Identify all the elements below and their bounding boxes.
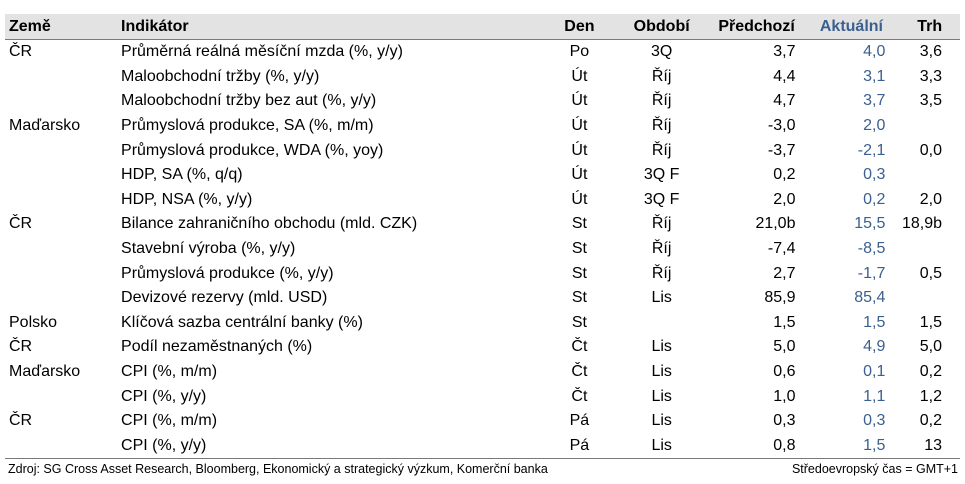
cell-predchozi: 4,4 [773, 67, 796, 85]
cell-trh [899, 163, 960, 188]
header-zeme: Země [5, 14, 115, 40]
cell-trh: 0,2 [919, 412, 942, 430]
cell-den: Čt [571, 338, 588, 356]
table-row [5, 188, 960, 213]
cell-aktualni: -8,5 [857, 240, 886, 258]
table-row [5, 360, 960, 385]
cell-zeme: ČR [9, 412, 33, 430]
timezone-note: Středoevropský čas = GMT+1 [791, 462, 958, 476]
cell-trh: 0,0 [919, 141, 942, 159]
cell-aktualni: -1,7 [857, 264, 886, 282]
cell-trh: 3,6 [919, 43, 942, 61]
table-row [5, 138, 960, 163]
cell-obdobi: 3Q F [643, 166, 680, 184]
cell-zeme [5, 65, 115, 90]
cell-aktualni: 1,5 [803, 434, 899, 459]
cell-den: St [571, 264, 587, 282]
table-row [5, 40, 960, 65]
cell-obdobi: Říj [651, 141, 672, 159]
cell-den: Út [571, 166, 588, 184]
cell-aktualni: 2,0 [863, 117, 886, 135]
cell-trh [899, 237, 960, 262]
cell-obdobi: Říj [651, 264, 672, 282]
table-row [5, 409, 960, 434]
table-row [5, 163, 960, 188]
cell-zeme [5, 89, 115, 114]
cell-indikator: Průmyslová produkce, WDA (%, yoy) [121, 141, 384, 159]
table-row [5, 237, 960, 262]
cell-obdobi: Lis [651, 387, 672, 405]
table-row [5, 384, 960, 409]
cell-aktualni: 0,3 [863, 166, 886, 184]
cell-indikator: Bilance zahraničního obchodu (mld. CZK) [121, 215, 418, 233]
cell-obdobi: Lis [651, 338, 672, 356]
cell-zeme: ČR [9, 215, 33, 233]
cell-predchozi: -7,4 [767, 240, 796, 258]
cell-obdobi: 3Q [650, 43, 673, 61]
cell-predchozi: 2,0 [773, 190, 796, 208]
cell-trh [899, 114, 960, 139]
cell-den: St [571, 289, 587, 307]
table-body [5, 40, 960, 459]
cell-obdobi: Lis [651, 289, 672, 307]
cell-trh [899, 286, 960, 311]
cell-trh: 5,0 [919, 338, 942, 356]
cell-predchozi: 21,0b [755, 215, 796, 233]
cell-obdobi: 3Q F [643, 190, 680, 208]
cell-den: Út [571, 92, 588, 110]
cell-indikator: Maloobchodní tržby (%, y/y) [121, 67, 320, 85]
cell-obdobi [614, 311, 710, 336]
table-header [5, 14, 960, 40]
cell-zeme [5, 286, 115, 311]
cell-trh: 1,5 [919, 313, 942, 331]
cell-aktualni: 4,9 [863, 338, 886, 356]
cell-indikator: CPI (%, y/y) [115, 434, 545, 459]
cell-predchozi: 0,3 [773, 412, 796, 430]
economic-calendar-table [5, 14, 960, 459]
cell-zeme: ČR [9, 338, 33, 356]
cell-indikator: CPI (%, m/m) [121, 363, 218, 381]
cell-aktualni: -2,1 [857, 141, 886, 159]
cell-den: St [571, 215, 587, 233]
cell-zeme [5, 384, 115, 409]
cell-obdobi: Lis [651, 363, 672, 381]
cell-den: Út [571, 117, 588, 135]
cell-obdobi: Lis [651, 412, 672, 430]
header-predchozi: Předchozí [710, 14, 804, 40]
cell-zeme [5, 188, 115, 213]
cell-aktualni: 1,1 [863, 387, 886, 405]
cell-indikator: Průměrná reálná měsíční mzda (%, y/y) [121, 43, 403, 61]
cell-indikator: CPI (%, y/y) [121, 387, 207, 405]
cell-aktualni: 0,1 [863, 363, 886, 381]
cell-trh: 18,9b [901, 215, 942, 233]
cell-trh: 0,5 [919, 264, 942, 282]
cell-obdobi: Říj [651, 215, 672, 233]
cell-trh: 1,2 [919, 387, 942, 405]
cell-predchozi: 0,8 [710, 434, 804, 459]
cell-zeme [5, 138, 115, 163]
cell-indikator: HDP, SA (%, q/q) [121, 166, 243, 184]
cell-zeme: Maďarsko [9, 363, 81, 381]
header-den: Den [545, 14, 614, 40]
cell-obdobi: Říj [651, 240, 672, 258]
cell-den: Út [571, 67, 588, 85]
cell-trh: 13 [899, 434, 960, 459]
cell-indikator: Podíl nezaměstnaných (%) [121, 338, 313, 356]
cell-indikator: Průmyslová produkce, SA (%, m/m) [121, 117, 374, 135]
cell-aktualni: 3,1 [863, 67, 886, 85]
table-row [5, 335, 960, 360]
cell-predchozi: 1,5 [773, 313, 796, 331]
table-row [5, 65, 960, 90]
cell-den: Út [571, 141, 588, 159]
cell-predchozi: -3,0 [767, 117, 796, 135]
header-obdobi: Období [614, 14, 710, 40]
cell-den: Pá [545, 434, 614, 459]
cell-den: Čt [571, 387, 588, 405]
cell-predchozi: 85,9 [764, 289, 796, 307]
cell-obdobi: Říj [651, 92, 672, 110]
cell-predchozi: 3,7 [773, 43, 796, 61]
cell-indikator: HDP, NSA (%, y/y) [121, 190, 253, 208]
cell-zeme: Polsko [9, 313, 58, 331]
header-trh: Trh [899, 14, 960, 40]
cell-trh: 3,3 [919, 67, 942, 85]
cell-obdobi: Lis [614, 434, 710, 459]
cell-zeme: ČR [9, 43, 33, 61]
cell-aktualni: 15,5 [854, 215, 886, 233]
cell-indikator: Průmyslová produkce (%, y/y) [121, 264, 334, 282]
cell-indikator: Klíčová sazba centrální banky (%) [121, 313, 363, 331]
cell-predchozi: 2,7 [773, 264, 796, 282]
header-aktualni: Aktuální [803, 14, 899, 40]
cell-aktualni: 4,0 [863, 43, 886, 61]
header-row [5, 14, 960, 40]
cell-predchozi: -3,7 [767, 141, 796, 159]
cell-predchozi: 0,2 [773, 166, 796, 184]
cell-den: St [571, 313, 587, 331]
cell-aktualni: 3,7 [863, 92, 886, 110]
table-row [5, 434, 960, 459]
table-row [5, 212, 960, 237]
cell-predchozi: 0,6 [773, 363, 796, 381]
cell-aktualni: 0,3 [863, 412, 886, 430]
cell-predchozi: 5,0 [773, 338, 796, 356]
cell-indikator: Devizové rezervy (mld. USD) [121, 289, 328, 307]
table-row [5, 286, 960, 311]
cell-den: Čt [571, 363, 588, 381]
cell-indikator: Stavební výroba (%, y/y) [121, 240, 296, 258]
cell-predchozi: 4,7 [773, 92, 796, 110]
cell-trh: 3,5 [919, 92, 942, 110]
cell-trh: 2,0 [919, 190, 942, 208]
table-row [5, 89, 960, 114]
cell-den: Pá [569, 412, 590, 430]
cell-zeme [5, 237, 115, 262]
cell-den: Út [571, 190, 588, 208]
cell-predchozi: 1,0 [773, 387, 796, 405]
cell-obdobi: Říj [651, 117, 672, 135]
cell-den: St [571, 240, 587, 258]
source-note: Zdroj: SG Cross Asset Research, Bloomberg, Ekonomický a strategický výzkum, Komerční banka [8, 462, 548, 476]
cell-indikator: Maloobchodní tržby bez aut (%, y/y) [121, 92, 377, 110]
cell-aktualni: 85,4 [854, 289, 886, 307]
cell-aktualni: 0,2 [863, 190, 886, 208]
cell-obdobi: Říj [651, 67, 672, 85]
table-row [5, 114, 960, 139]
cell-aktualni: 1,5 [863, 313, 886, 331]
table-row [5, 311, 960, 336]
cell-zeme [5, 261, 115, 286]
cell-zeme: Maďarsko [9, 117, 81, 135]
cell-trh: 0,2 [919, 363, 942, 381]
cell-den: Po [569, 43, 590, 61]
cell-indikator: CPI (%, m/m) [121, 412, 218, 430]
table-row [5, 261, 960, 286]
header-indikator: Indikátor [115, 14, 545, 40]
cell-zeme [5, 163, 115, 188]
cell-zeme [5, 434, 115, 459]
